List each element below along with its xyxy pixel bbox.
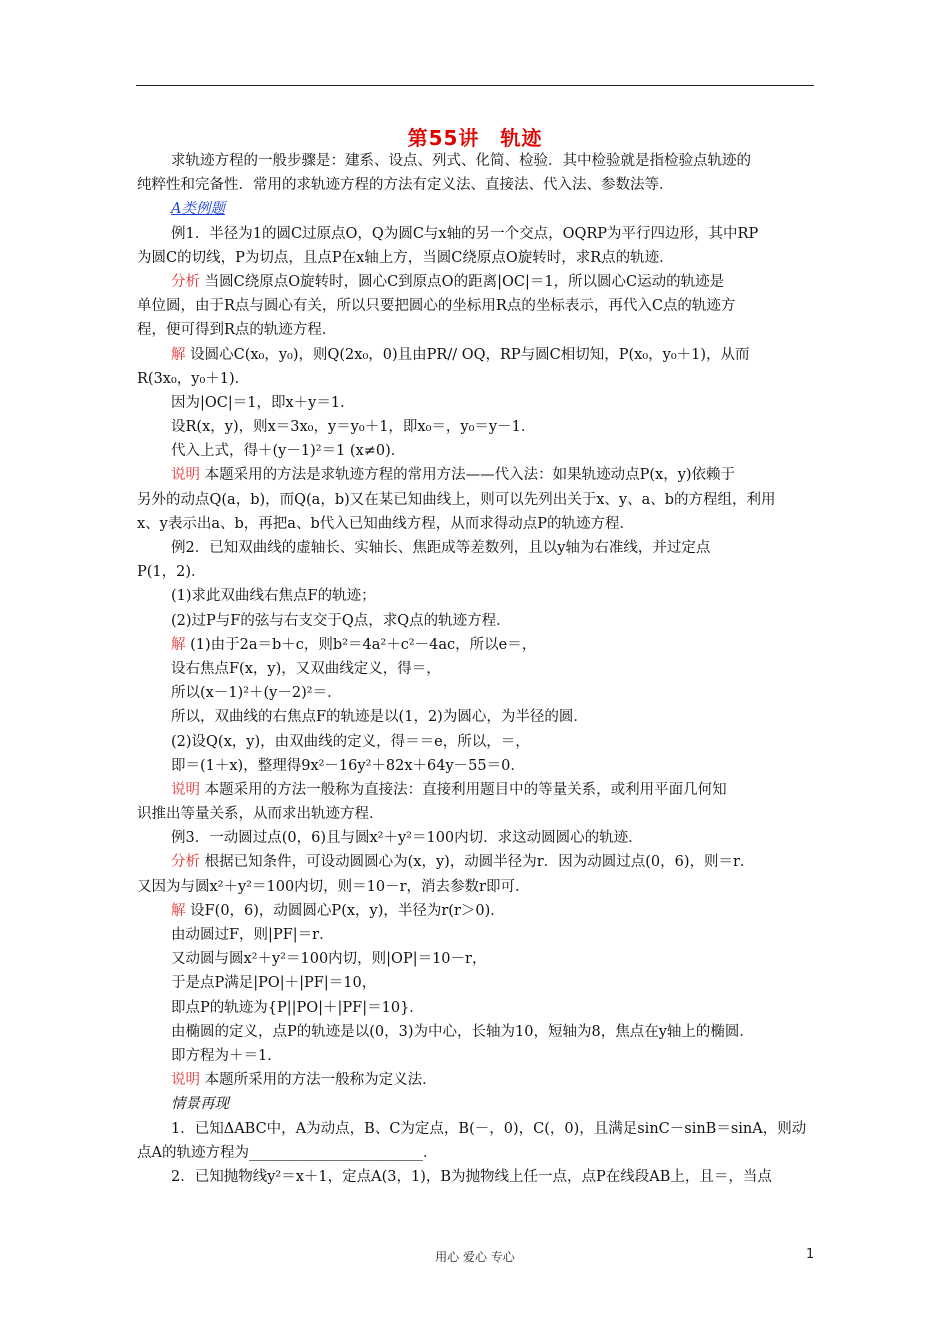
ex2-solution-line: 设右焦点F(x，y)，又双曲线定义，得＝， [171, 660, 441, 677]
ex2-problem-line: 例2．已知双曲线的虚轴长、实轴长、焦距成等差数列，且以y轴为右准线，并过定点 [171, 540, 711, 556]
analysis-label: 分析 [171, 273, 200, 290]
note-text: 本题所采用的方法一般称为定义法． [204, 1072, 437, 1089]
scene-heading: 情景再现 [171, 1096, 229, 1113]
ex1-analysis-line [137, 270, 817, 294]
solution-label: 解 [171, 902, 186, 919]
page-footer: 用心 爱心 专心 [435, 1250, 515, 1264]
ex1-analysis-line: 单位圆，由于R点与圆心有关，所以只要把圆心的坐标用R点的坐标表示，再代入C点的轨迹方 [137, 298, 736, 315]
ex2-part-line: (1)求此双曲线右焦点F的轨迹； [171, 588, 376, 605]
ex3-solution-line: 即方程为＋＝1． [171, 1047, 282, 1064]
ex2-note-line: 识推出等量关系，从而求出轨迹方程． [137, 806, 384, 823]
solution-label: 解 [171, 346, 186, 363]
ex3-solution-line: 由椭圆的定义，点P的轨迹是以(0，3)为中心，长轴为10，短轴为8，焦点在y轴上的椭圆． [171, 1023, 754, 1040]
ex3-solution-line: 于是点P满足|PO|＋|PF|＝10， [171, 975, 377, 992]
ex2-problem-line: P(1，2)． [137, 564, 206, 581]
ex1-solution-line [137, 343, 817, 367]
section-a-heading [137, 197, 817, 221]
ex1-solution-line: 设R(x，y)，则x＝3x₀，y＝y₀＋1，即x₀＝，y₀＝y－1． [171, 419, 536, 436]
header-rule [136, 85, 814, 86]
ex2-note-line [137, 778, 817, 802]
exercise-2-line: 2．已知抛物线y²＝x＋1，定点A(3，1)，B为抛物线上任一点，点P在线段AB上，且＝，当点 [171, 1168, 772, 1185]
ex3-note-line [137, 1068, 817, 1092]
note-label: 说明 [171, 1072, 200, 1089]
solution-label: 解 [171, 636, 186, 653]
ex1-note-line [137, 463, 817, 487]
ex2-part-line: (2)过P与F的弦与右支交于Q点，求Q点的轨迹方程． [171, 612, 511, 629]
ex2-solution-line: 所以(x－1)²＋(y－2)²＝． [171, 685, 342, 702]
ex3-solution-line: 由动圆过F，则|PF|＝r． [171, 927, 334, 943]
section-a-link[interactable]: A类例题 [171, 201, 225, 218]
ex3-solution-line: 又动圆与圆x²＋y²＝100内切，则|OP|＝10－r， [171, 951, 487, 968]
solution-text: 设F(0，6)，动圆圆心P(x，y)，半径为r(r＞0)． [190, 902, 505, 919]
note-text: 本题采用的方法是求轨迹方程的常用方法——代入法：如果轨迹动点P(x，y)依赖于 [204, 467, 736, 484]
analysis-label: 分析 [171, 854, 200, 871]
ex1-note-line: 另外的动点Q(a，b)，而Q(a，b)又在某已知曲线上，则可以先列出关于x、y、a、b的方程组，利用 [137, 491, 776, 508]
solution-text: 设圆心C(x₀，y₀)，则Q(2x₀，0)且由PR// OQ，RP与圆C相切知，P(x₀，y₀＋1)，从而 [190, 346, 750, 363]
ex1-problem-line: 为圆C的切线，P为切点，且点P在x轴上方，当圆C绕原点O旋转时，求R点的轨迹． [137, 249, 674, 266]
ex1-solution-line: 代入上式，得＋(y－1)²＝1 (x≠0)． [171, 443, 406, 460]
ex2-solution-line: 即＝(1＋x)，整理得9x²－16y²＋82x＋64y－55＝0． [171, 757, 525, 774]
note-label: 说明 [171, 467, 200, 484]
ex2-solution-line: (2)设Q(x，y)，由双曲线的定义，得＝＝e，所以，＝， [171, 733, 530, 750]
ex1-note-line: x、y表示出a、b，再把a、b代入已知曲线方程，从而求得动点P的轨迹方程． [137, 515, 634, 532]
page-number: 1 [806, 1247, 815, 1262]
analysis-text: 当圆C绕原点O旋转时，圆心C到原点O的距离|OC|＝1，所以圆心C运动的轨迹是 [204, 273, 725, 290]
solution-text: (1)由于2a＝b＋c，则b²＝4a²＋c²－4ac，所以e＝， [190, 636, 537, 653]
exercise-1-line: 点A的轨迹方程为________________________． [137, 1144, 438, 1161]
intro-line: 纯粹性和完备性．常用的求轨迹方程的方法有定义法、直接法、代入法、参数法等． [137, 177, 674, 194]
ex2-solution-line: 所以，双曲线的右焦点F的轨迹是以(1，2)为圆心，为半径的圆． [171, 709, 588, 726]
ex3-analysis-line: 又因为与圆x²＋y²＝100内切，则＝10－r，消去参数r即可． [137, 878, 530, 895]
ex1-solution-line: R(3x₀，y₀＋1)． [137, 370, 250, 387]
ex3-solution-line: 即点P的轨迹为{P||PO|＋|PF|＝10}． [171, 999, 424, 1016]
ex1-solution-line: 因为|OC|＝1，即x＋y＝1． [171, 394, 355, 411]
ex1-analysis-line: 程，便可得到R点的轨迹方程． [137, 322, 337, 339]
ex3-solution-line [137, 899, 817, 923]
ex1-problem-line: 例1．半径为1的圆C过原点O，Q为圆C与x轴的另一个交点，OQRP为平行四边形，其中RP [171, 225, 759, 242]
note-label: 说明 [171, 781, 200, 798]
page-title: 第55讲 轨迹 [407, 126, 543, 150]
intro-line: 求轨迹方程的一般步骤是：建系、设点、列式、化简、检验．其中检验就是指检验点轨迹的 [171, 153, 751, 169]
document-body [137, 149, 817, 1189]
note-text: 本题采用的方法一般称为直接法：直接利用题目中的等量关系，或利用平面几何知 [204, 781, 727, 798]
ex3-problem-line: 例3．一动圆过点(0，6)且与圆x²＋y²＝100内切．求这动圆圆心的轨迹． [171, 830, 643, 847]
ex2-solution-line [137, 633, 817, 657]
analysis-text: 根据已知条件，可设动圆圆心为(x，y)，动圆半径为r．因为动圆过点(0，6)，则＝r． [204, 854, 755, 871]
ex3-analysis-line [137, 850, 817, 874]
exercise-1-line: 1．已知ΔABC中，A为动点，B、C为定点，B(－，0)，C(，0)，且满足sinC－sinB＝sinA，则动 [171, 1120, 807, 1137]
